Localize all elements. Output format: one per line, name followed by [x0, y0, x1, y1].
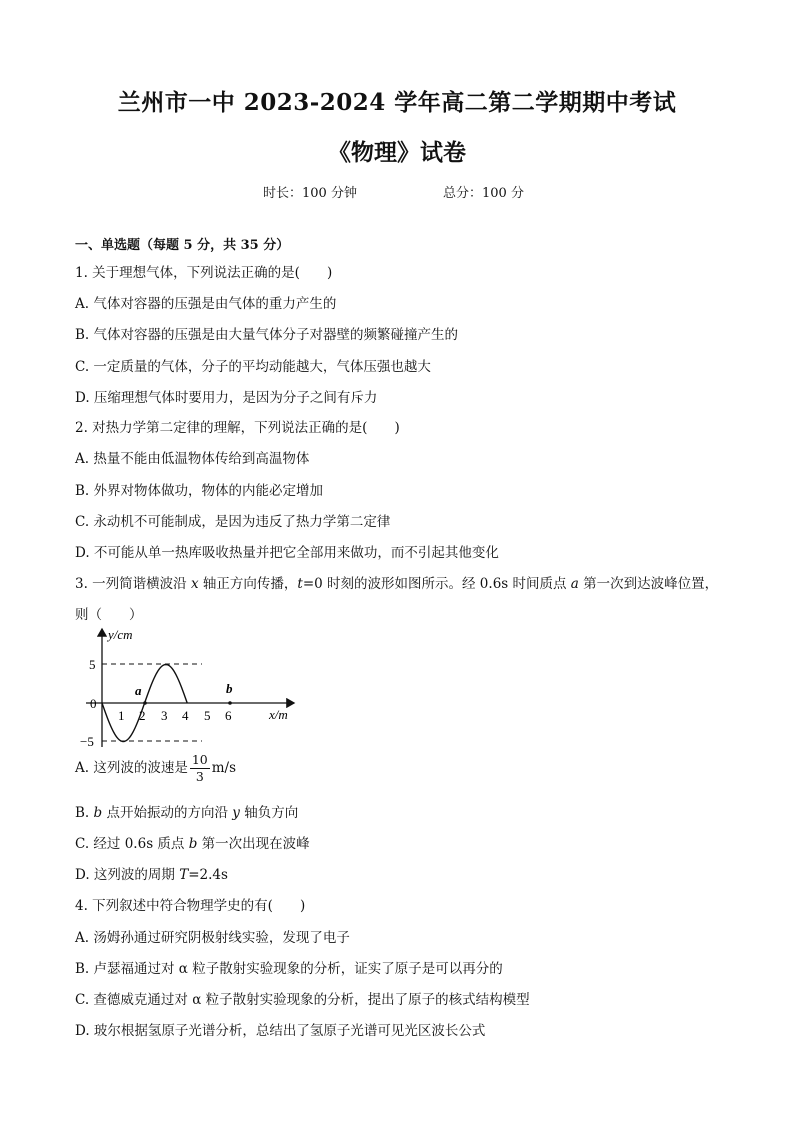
- q3-option-d-pre: D. 这列波的周期: [75, 867, 180, 883]
- q3-option-d-post: =2.4s: [188, 867, 228, 883]
- q3-stem: [75, 572, 718, 592]
- q3-option-c-pre: C. 经过 0.6s 质点: [75, 836, 189, 852]
- q3-option-b-pre: B.: [75, 805, 94, 821]
- q4-option-b: B. 卢瑟福通过对 α 粒子散射实验现象的分析，证实了原子是可以再分的: [75, 961, 503, 977]
- x-tick-2: 2: [139, 708, 146, 723]
- q2-option-a: A. 热量不能由低温物体传给到高温物体: [75, 451, 310, 467]
- q2-option-c: C. 永动机不可能制成，是因为违反了热力学第二定律: [75, 514, 391, 530]
- q3-stem-var-t: t: [297, 576, 303, 592]
- section-heading: 一、单选题（每题 5 分，共 35 分）: [75, 238, 290, 253]
- q2-option-b: B. 外界对物体做功，物体的内能必定增加: [75, 483, 324, 499]
- wave-figure: [76, 625, 306, 750]
- x-tick-4: 4: [182, 708, 189, 723]
- x-axis-label: x/m: [269, 707, 288, 722]
- q1-option-c: C. 一定质量的气体，分子的平均动能越大，气体压强也越大: [75, 359, 431, 375]
- x-tick-5: 5: [204, 708, 211, 723]
- point-b-label: b: [226, 681, 233, 696]
- q3-option-c-var: b: [188, 836, 198, 852]
- q3-option-b: [75, 801, 298, 821]
- q3-stem-part4: 第一次到达波峰位置，: [578, 576, 719, 592]
- q4-option-d: D. 玻尔根据氢原子光谱分析，总结出了氢原子光谱可见光区波长公式: [75, 1023, 486, 1039]
- q3-stem-part3: =0 时刻的波形如图所示。经 0.6s 时间质点: [302, 576, 571, 592]
- y-tick-0: 0: [90, 696, 97, 711]
- q3-option-a-fraction: [190, 752, 210, 785]
- fraction-denominator: 3: [195, 769, 204, 784]
- y-tick-neg5: −5: [80, 734, 94, 749]
- subject-title: 《物理》试卷: [328, 139, 466, 166]
- point-a-label: a: [135, 683, 142, 698]
- q1-option-d: D. 压缩理想气体时要用力，是因为分子之间有斥力: [75, 390, 378, 406]
- q1-option-a: A. 气体对容器的压强是由气体的重力产生的: [75, 296, 337, 312]
- x-tick-1: 1: [118, 708, 125, 723]
- q2-option-d: D. 不可能从单一热库吸收热量并把它全部用来做功，而不引起其他变化: [75, 545, 499, 561]
- q1-option-b: B. 气体对容器的压强是由大量气体分子对器壁的频繁碰撞产生的: [75, 327, 459, 343]
- q3-stem-part1: 3. 一列简谐横波沿: [75, 576, 191, 592]
- y-tick-5: 5: [89, 657, 96, 672]
- x-tick-3: 3: [161, 708, 168, 723]
- q4-option-a: A. 汤姆孙通过研究阴极射线实验，发现了电子: [75, 930, 350, 946]
- q3-stem-var-a: a: [570, 576, 579, 592]
- q3-option-c: [75, 832, 310, 852]
- point-a-marker: [143, 701, 147, 705]
- q3-option-b-var-y: y: [232, 805, 240, 821]
- q3-stem-part2: 轴正方向传播，: [198, 576, 298, 592]
- q3-option-b-end: 轴负方向: [239, 805, 299, 821]
- q3-option-d-var: T: [179, 867, 189, 883]
- q4-option-c: C. 查德威克通过对 α 粒子散射实验现象的分析，提出了原子的核式结构模型: [75, 992, 530, 1008]
- point-b-marker: [228, 701, 232, 705]
- y-axis-label: y/cm: [108, 627, 133, 642]
- q3-option-c-post: 第一次出现在波峰: [197, 836, 310, 852]
- q3-option-b-post: 点开始振动的方向沿: [102, 805, 233, 821]
- q3-option-d: [75, 863, 228, 883]
- q1-stem: 1. 关于理想气体，下列说法正确的是( ): [75, 265, 333, 281]
- q3-stem-line2: 则（ ）: [75, 607, 143, 623]
- x-tick-6: 6: [225, 708, 232, 723]
- q4-stem: 4. 下列叙述中符合物理学史的有( ): [75, 898, 306, 914]
- page-title: 兰州市一中 2023-2024 学年高二第二学期期中考试: [117, 89, 677, 116]
- fraction-numerator: 10: [191, 752, 208, 767]
- q3-option-a-text: A. 这列波的波速是: [75, 760, 188, 776]
- q2-stem: 2. 对热力学第二定律的理解，下列说法正确的是( ): [75, 420, 400, 436]
- q3-stem-var-x: x: [190, 576, 199, 592]
- exam-total-score: 总分：100 分: [443, 186, 524, 201]
- q3-option-b-var: b: [93, 805, 103, 821]
- exam-duration: 时长：100 分钟: [263, 186, 357, 201]
- q3-option-a: [75, 752, 236, 785]
- q3-option-a-unit: m/s: [211, 760, 237, 776]
